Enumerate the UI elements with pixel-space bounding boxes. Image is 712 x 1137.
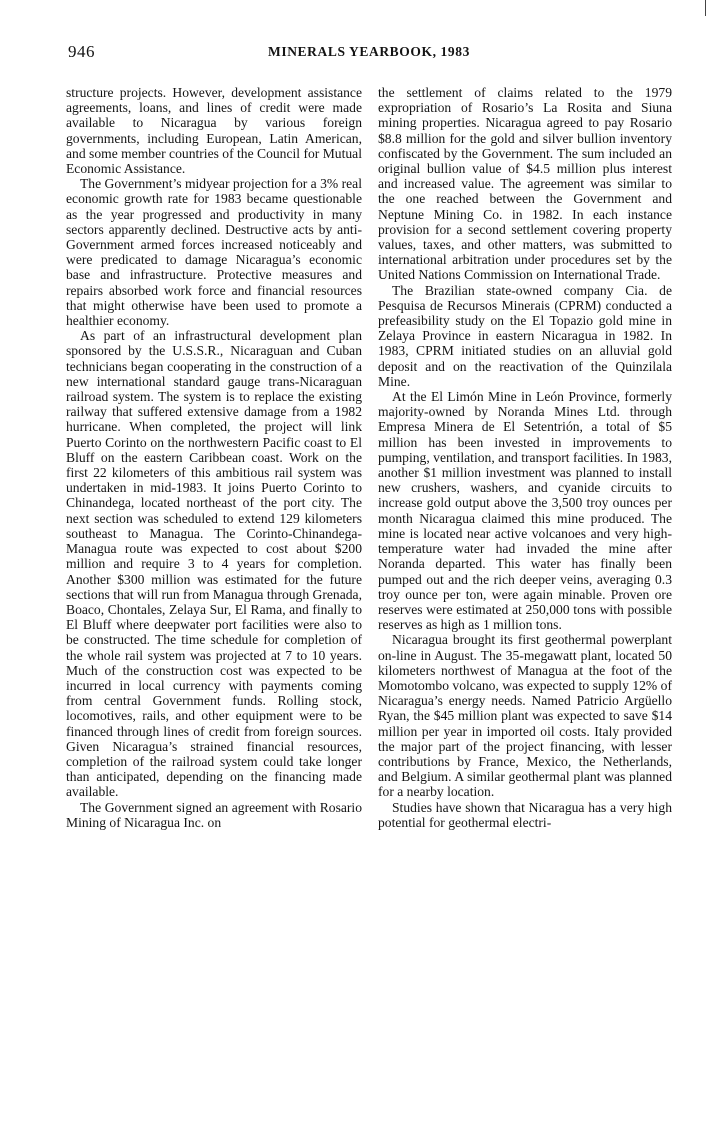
paragraph: Studies have shown that Nicaragua has a very high potential for geothermal electri- <box>378 799 672 830</box>
paragraph: At the El Limón Mine in León Province, formerly majority-owned by Noranda Mines Ltd. through Empresa Minera de El Setentrión, a total of $5 million has been invested in improvements to pumping, ventilation, and transport facilities. In 1983, another $1 million investment was planned to install new crushers, washers, and cyanide circuits to increase gold output above the 3,500 troy ounces per month Nicaragua claimed this mine produced. The mine is located near active volcanoes and very high-temperature water had invaded the mine after Noranda departed. This water has finally been pumped out and the rich deeper veins, averaging 0.3 troy ounce per ton, were again minable. Proven ore reserves were estimated at 250,000 tons with possible reserves as high as 1 million tons. <box>378 389 672 633</box>
page-header <box>68 42 668 64</box>
paragraph: The Government’s midyear projection for a 3% real economic growth rate for 1983 became questionable as the year progressed and productivity in many sectors apparently declined. Destructive acts by anti-Government armed forces increased noticeably and were predicated to damage Nicaragua’s economic base and infrastructure. Protective measures and repairs absorbed work force and financial resources that might otherwise have been used to promote a healthier economy. <box>66 176 362 329</box>
paragraph: structure projects. However, development assistance agreements, loans, and lines of credit were made available to Nicaragua by various foreign governments, including European, Latin American, and some member countries of the Council for Mutual Economic Assistance. <box>66 85 362 177</box>
paragraph: As part of an infrastructural development plan sponsored by the U.S.S.R., Nicaraguan and Cuban technicians began cooperating in the construction of a new international standard gauge trans-Nicaraguan railroad system. The system is to replace the existing railway that suffered extensive damage from a 1982 hurricane. When completed, the project will link Puerto Corinto on the northwestern Pacific coast to El Bluff on the eastern Caribbean coast. Work on the first 22 kilometers of this ambitious rail system was undertaken in mid-1983. It joins Puerto Corinto to Chinandega, located northeast of the port city. The next section was scheduled to extend 129 kilometers southeast to Managua. The Corinto-Chinandega-Managua route was expected to cost about $200 million and require 3 to 4 years for completion. Another $300 million was estimated for the future sections that will run from Managua through Grenada, Boaco, Chontales, Zelaya Sur, El Rama, and finally to El Bluff where deepwater port facilities were also to be constructed. The time schedule for completion of the whole rail system was projected at 7 to 10 years. Much of the construction cost was expected to be incurred in local currency with payments coming from central Government funds. Rolling stock, locomotives, rails, and other equipment were to be financed through lines of credit from foreign sources. Given Nicaragua’s strained financial resources, completion of the railroad system could take longer than anticipated, depending on the financing made available. <box>66 328 362 800</box>
running-head: MINERALS YEARBOOK, 1983 <box>268 44 470 59</box>
right-column <box>378 85 672 830</box>
paragraph: The Brazilian state-owned company Cia. de Pesquisa de Recursos Minerais (CPRM) conducted a prefeasibility study on the El Topazio gold mine in Zelaya Province in eastern Nicaragua in 1982. In 1983, CPRM initiated studies on an alluvial gold deposit and on the reactivation of the Quinzilala Mine. <box>378 282 672 389</box>
page-edge-mark <box>705 0 706 16</box>
paragraph: The Government signed an agreement with Rosario Mining of Nicaragua Inc. on <box>66 799 362 830</box>
left-column <box>66 85 362 830</box>
paragraph: Nicaragua brought its first geothermal powerplant on-line in August. The 35-megawatt plant, located 50 kilometers northwest of Managua at the foot of the Momotombo volcano, was expected to supply 12% of Nicaragua’s energy needs. Named Patricio Argüello Ryan, the $45 million plant was expected to save $14 million per year in imported oil costs. Italy provided the major part of the project financing, with lesser contributions by France, Mexico, the Netherlands, and Belgium. A similar geothermal plant was planned for a nearby location. <box>378 632 672 800</box>
page-number: 946 <box>68 42 95 61</box>
paragraph: the settlement of claims related to the 1979 expropriation of Rosario’s La Rosita and Siuna mining properties. Nicaragua agreed to pay Rosario $8.8 million for the gold and silver bullion inventory confiscated by the Government. The sum included an original bullion value of $4.5 million plus interest and increased value. The agreement was similar to the one reached between the Government and Neptune Mining Co. in 1982. In each instance provision for a second settlement covering property values, taxes, and other matters, was submitted to international arbitration under procedures set by the United Nations Commission on International Trade. <box>378 85 672 283</box>
